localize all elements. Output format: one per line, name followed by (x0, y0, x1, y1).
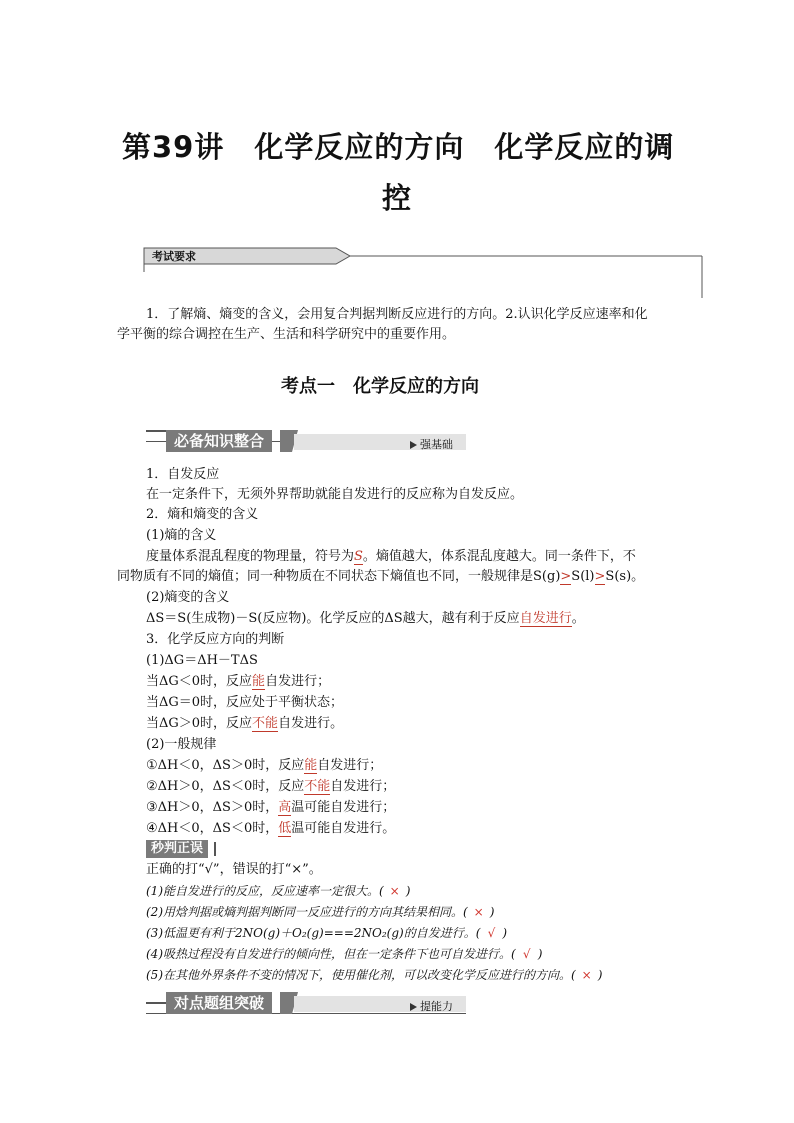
heading-1: 1．自发反应 (146, 467, 220, 482)
heading-2b: (2)熵变的含义 (146, 590, 230, 605)
para-1: 在一定条件下，无须外界帮助就能自发进行的反应称为自发反应。 (146, 487, 524, 502)
rule-4: ④ΔH＜0，ΔS＜0时，低温可能自发进行。 (146, 821, 396, 836)
banner-left-rule (146, 430, 166, 444)
quickcheck-item: (3)低温更有利于2NO(g)＋O₂(g)===2NO₂(g)的自发进行。( √ ) (146, 923, 507, 943)
rule-g2: 当ΔG＝0时，反应处于平衡状态； (146, 695, 344, 710)
exam-requirement-text-1: 1．了解熵、熵变的含义，会用复合判据判断反应进行的方向。2.认识化学反应速率和化 (146, 307, 648, 322)
banner-practice-right (410, 998, 453, 1014)
answer-mark: √ (487, 926, 496, 940)
answer-mark: × (473, 905, 484, 919)
answer-mark: × (581, 968, 592, 982)
arrow-right-icon (410, 1003, 417, 1011)
banner-practice-label: 对点题组突破 (174, 994, 265, 1012)
section-title: 考点一 化学反应的方向 (281, 376, 479, 397)
banner-practice (166, 992, 272, 1014)
banner-knowledge-label: 必备知识整合 (174, 432, 265, 450)
heading-3b: (2)一般规律 (146, 737, 217, 752)
rule-3: ③ΔH＞0，ΔS＞0时，高温可能自发进行； (146, 800, 396, 815)
banner2-left-rule (146, 1002, 166, 1016)
answer-mark: × (389, 884, 400, 898)
para-2: 度量体系混乱程度的物理量，符号为S。熵值越大，体系混乱度越大。同一条件下，不 (146, 549, 636, 564)
banner-knowledge (166, 430, 272, 452)
exam-requirement-label: 考试要求 (152, 250, 196, 263)
page-title-line1: 第39讲 化学反应的方向 化学反应的调 (122, 130, 675, 164)
rule-1: ①ΔH＜0，ΔS＞0时，反应能自发进行； (146, 758, 383, 773)
para-4: ΔS＝S(生成物)－S(反应物)。化学反应的ΔS越大，越有利于反应自发进行。 (146, 611, 585, 626)
quickcheck-marker (214, 842, 216, 856)
para-3: 同物质有不同的熵值；同一种物质在不同状态下熵值也不同，一般规律是S(g)>S(l)>S(s)。 (117, 569, 645, 584)
symbol-s: S (354, 549, 363, 564)
rule-g1: 当ΔG＜0时，反应能自发进行； (146, 674, 331, 689)
quickcheck-item: (5)在其他外界条件不变的情况下，使用催化剂，可以改变化学反应进行的方向。( × ) (146, 965, 602, 985)
rule-g3: 当ΔG＞0时，反应不能自发进行。 (146, 716, 344, 731)
heading-2a: (1)熵的含义 (146, 528, 217, 543)
quickcheck-instruction: 正确的打“√”，错误的打“×”。 (146, 862, 322, 877)
banner-knowledge-right (410, 436, 453, 452)
quickcheck-item: (2)用焓判据或熵判据判断同一反应进行的方向其结果相同。( × ) (146, 902, 494, 922)
rule-2: ②ΔH＞0，ΔS＜0时，反应不能自发进行； (146, 779, 396, 794)
page-title-line2: 控 (382, 181, 413, 215)
quickcheck-item: (4)吸热过程没有自发进行的倾向性，但在一定条件下也可自发进行。( √ ) (146, 944, 542, 964)
answer-mark: √ (522, 947, 531, 961)
quickcheck-label: 秒判正误 (146, 840, 208, 858)
exam-requirement-text-2: 学平衡的综合调控在生产、生活和科学研究中的重要作用。 (117, 327, 456, 342)
heading-3: 3．化学反应方向的判断 (146, 632, 285, 647)
quickcheck-item: (1)能自发进行的反应，反应速率一定很大。( × ) (146, 881, 410, 901)
heading-3a: (1)ΔG＝ΔH－TΔS (146, 653, 258, 668)
banner-knowledge-right-label: 强基础 (420, 438, 453, 451)
banner-practice-right-label: 提能力 (420, 1000, 453, 1013)
arrow-right-icon (410, 441, 417, 449)
exam-requirement-frame (140, 244, 710, 302)
heading-2: 2．熵和熵变的含义 (146, 507, 259, 522)
